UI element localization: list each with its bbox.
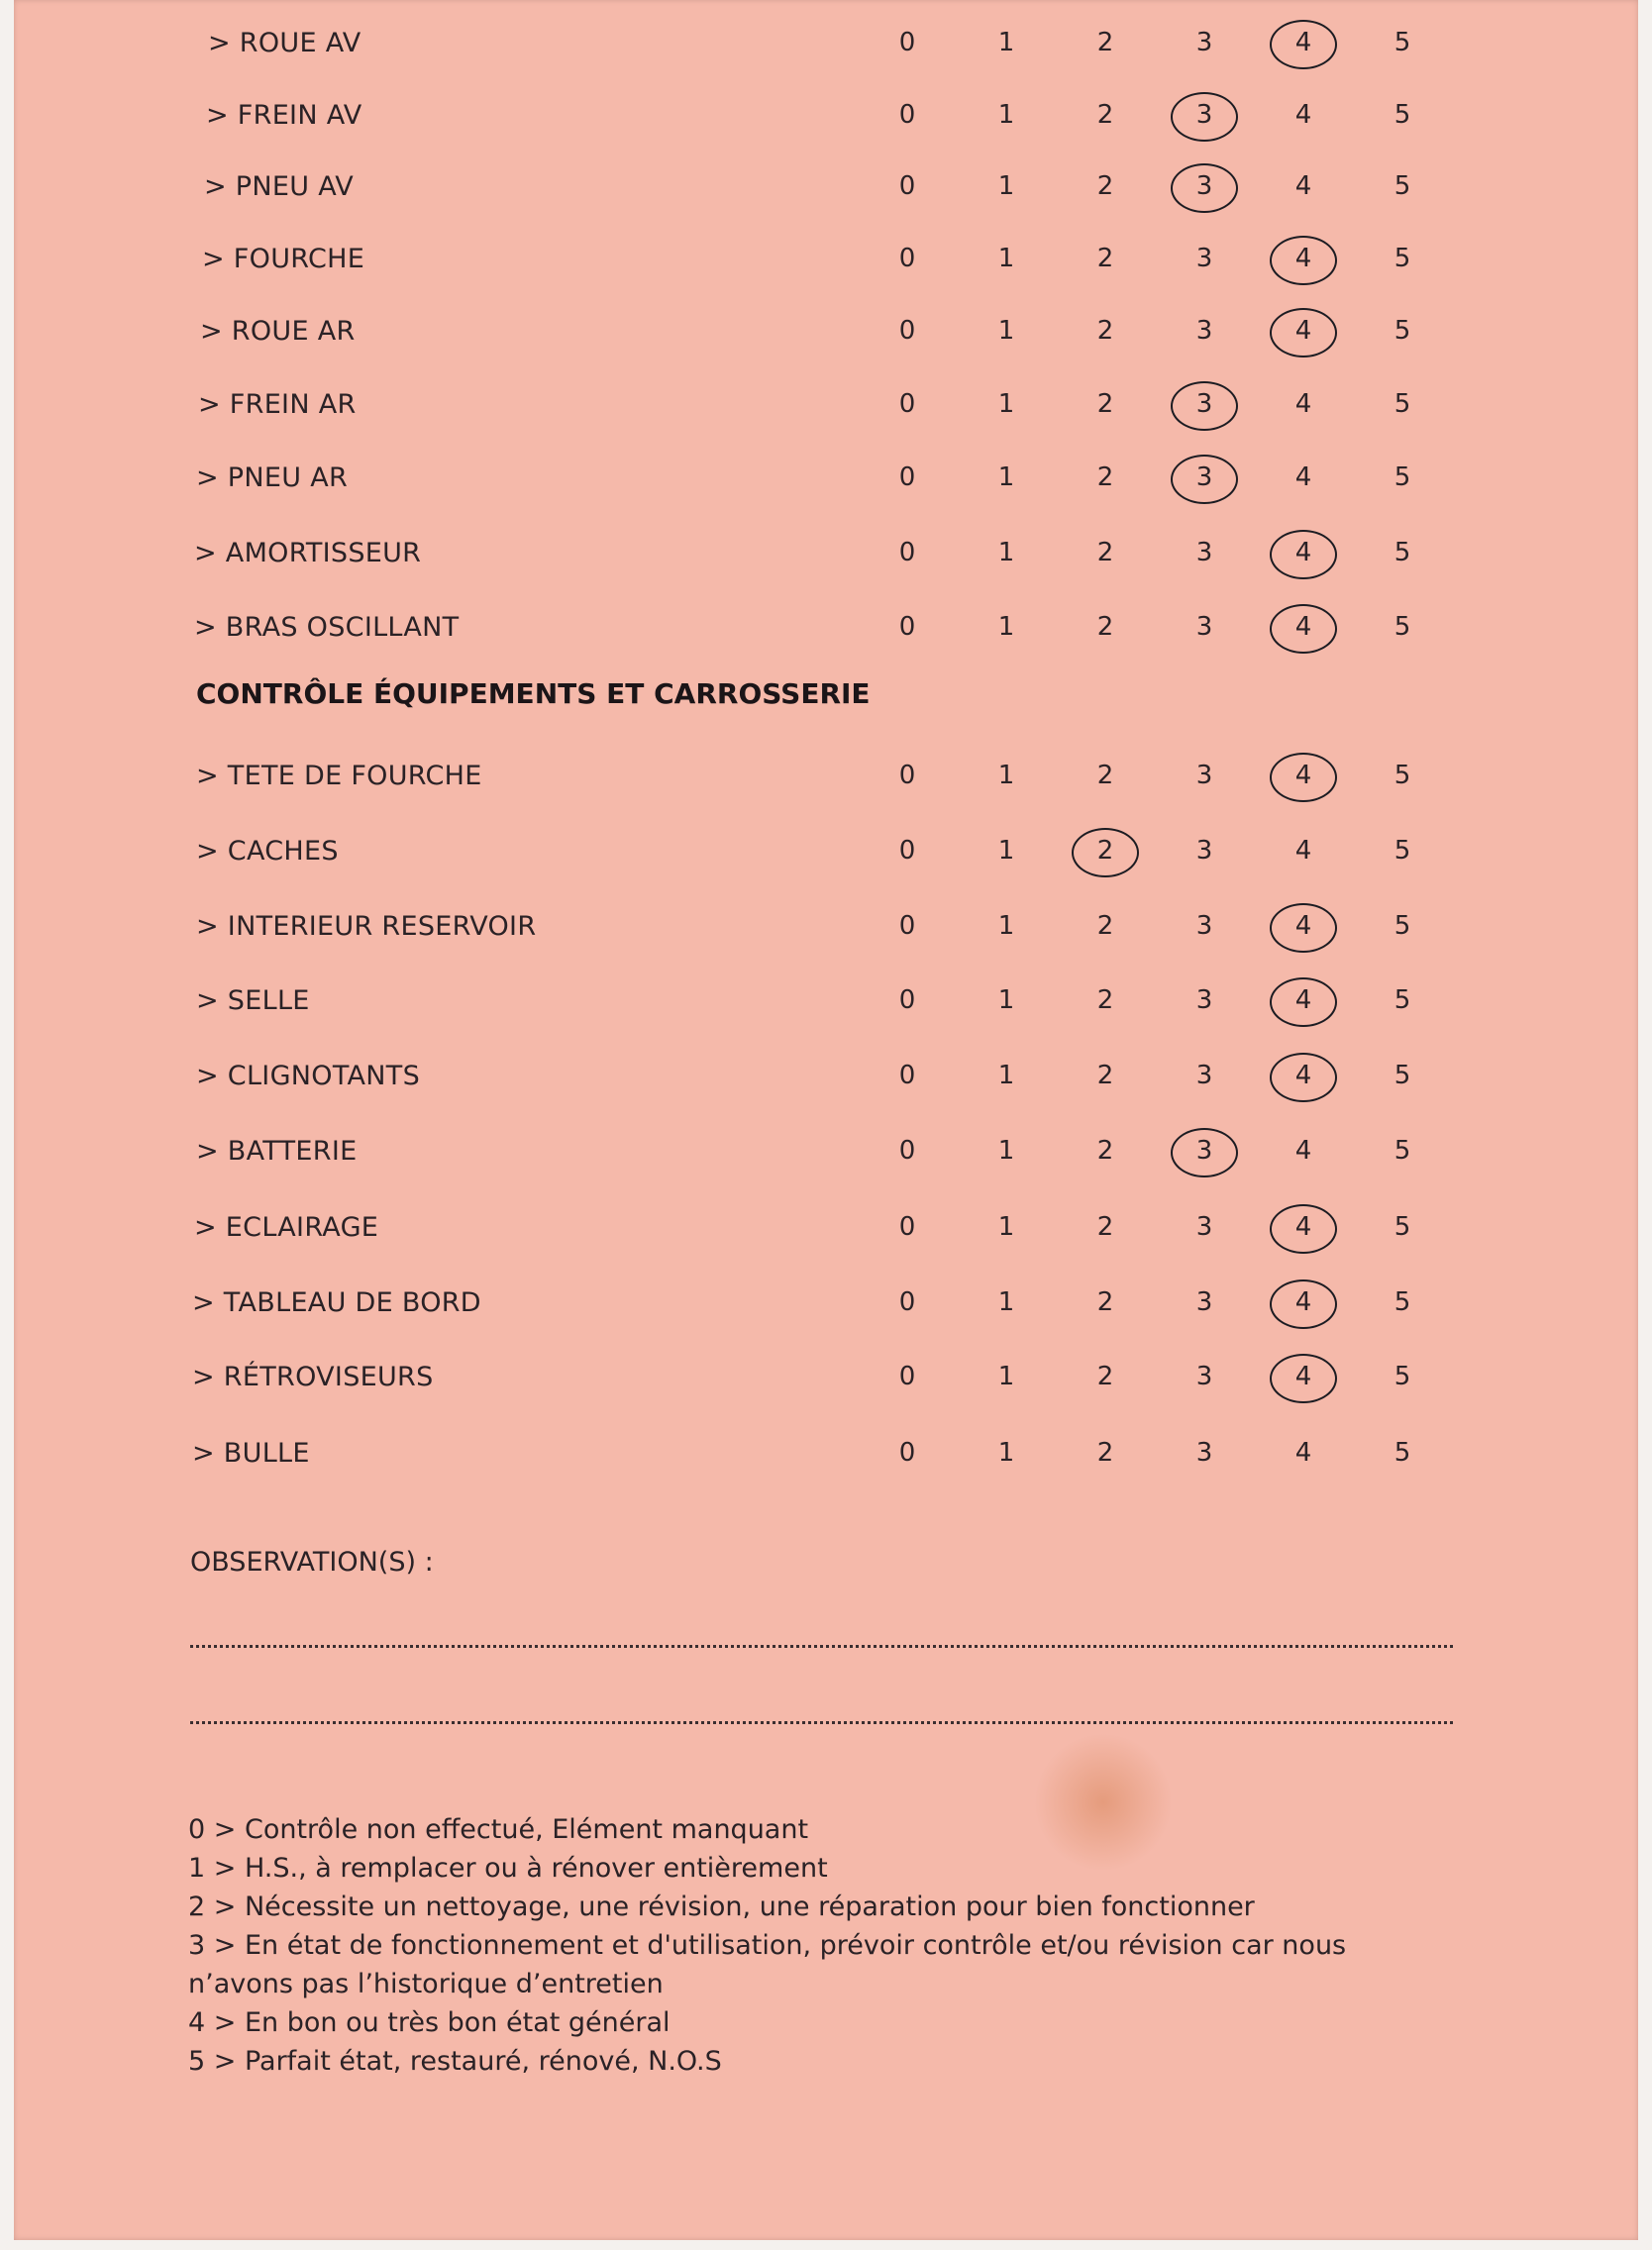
score-option: 1 (997, 316, 1015, 346)
legend-line: 2 > Nécessite un nettoyage, une révision, une réparation pour bien fonctionner (188, 1892, 1255, 1922)
score-option-circled: 4 (1284, 612, 1323, 642)
score-option: 0 (898, 316, 916, 346)
score-option: 2 (1096, 171, 1114, 201)
score-option: 5 (1394, 1287, 1411, 1317)
score-option: 0 (898, 911, 916, 941)
score-option: 3 (1195, 1287, 1213, 1317)
score-option-circled: 4 (1284, 538, 1323, 567)
checklist-row (14, 1432, 1638, 1472)
score-option: 2 (1096, 1362, 1114, 1391)
score-option: 1 (997, 985, 1015, 1015)
row-label: > AMORTISSEUR (194, 538, 422, 568)
row-label: > INTERIEUR RESERVOIR (196, 911, 537, 942)
row-label: > CACHES (196, 836, 339, 867)
observation-line-2 (190, 1721, 1453, 1724)
score-option: 3 (1195, 985, 1213, 1015)
checklist-row (14, 1281, 1638, 1321)
score-option: 3 (1195, 1438, 1213, 1468)
score-option: 1 (997, 28, 1015, 57)
score-option-circled: 4 (1284, 316, 1323, 346)
score-option: 1 (997, 612, 1015, 642)
score-option: 1 (997, 836, 1015, 866)
score-option: 0 (898, 612, 916, 642)
score-option-circled: 3 (1185, 100, 1224, 130)
score-option-circled: 4 (1284, 244, 1323, 273)
score-option: 0 (898, 1061, 916, 1090)
row-label: > BRAS OSCILLANT (194, 612, 460, 643)
score-option: 0 (898, 1287, 916, 1317)
score-option: 2 (1096, 1212, 1114, 1242)
score-option: 0 (898, 462, 916, 492)
legend-line: 3 > En état de fonctionnement et d'utilisation, prévoir contrôle et/ou révision car nous (188, 1930, 1347, 1961)
row-label: > ROUE AR (200, 316, 356, 347)
score-option: 5 (1394, 1212, 1411, 1242)
score-option: 5 (1394, 462, 1411, 492)
legend-line: 5 > Parfait état, restauré, rénové, N.O.S (188, 2046, 722, 2077)
score-option: 4 (1294, 171, 1312, 201)
observation-label: OBSERVATION(S) : (190, 1547, 434, 1578)
score-option: 2 (1096, 462, 1114, 492)
legend-line: 0 > Contrôle non effectué, Elément manquant (188, 1814, 809, 1845)
score-option: 2 (1096, 612, 1114, 642)
score-option: 2 (1096, 1061, 1114, 1090)
score-option: 0 (898, 28, 916, 57)
row-label: > FREIN AV (206, 100, 362, 131)
score-option-circled: 3 (1185, 462, 1224, 492)
row-label: > BATTERIE (196, 1136, 358, 1167)
score-option-circled: 4 (1284, 985, 1323, 1015)
checklist-row (14, 165, 1638, 205)
row-label: > CLIGNOTANTS (196, 1061, 421, 1091)
checklist-row (14, 383, 1638, 423)
row-label: > RÉTROVISEURS (192, 1362, 434, 1392)
score-option: 4 (1294, 462, 1312, 492)
score-option: 4 (1294, 389, 1312, 419)
score-option: 0 (898, 100, 916, 130)
row-label: > FREIN AR (198, 389, 357, 420)
score-option: 1 (997, 1212, 1015, 1242)
score-option: 5 (1394, 911, 1411, 941)
score-option: 5 (1394, 171, 1411, 201)
row-label: > ECLAIRAGE (194, 1212, 379, 1243)
checklist-row (14, 905, 1638, 945)
score-option: 1 (997, 1287, 1015, 1317)
checklist-row (14, 606, 1638, 646)
score-option-circled: 4 (1284, 1061, 1323, 1090)
score-option: 3 (1195, 612, 1213, 642)
score-option: 0 (898, 538, 916, 567)
checklist-row (14, 94, 1638, 134)
score-option: 2 (1096, 1438, 1114, 1468)
score-option: 2 (1096, 911, 1114, 941)
row-label: > TABLEAU DE BORD (192, 1287, 481, 1318)
row-label: > TETE DE FOURCHE (196, 761, 482, 791)
score-option: 1 (997, 244, 1015, 273)
score-option: 4 (1294, 836, 1312, 866)
score-option: 3 (1195, 316, 1213, 346)
score-option: 1 (997, 1136, 1015, 1166)
score-option: 2 (1096, 316, 1114, 346)
score-option: 1 (997, 1061, 1015, 1090)
score-option: 3 (1195, 1362, 1213, 1391)
score-option: 3 (1195, 1212, 1213, 1242)
score-option-circled: 4 (1284, 1212, 1323, 1242)
score-option: 1 (997, 462, 1015, 492)
score-option: 0 (898, 171, 916, 201)
score-option-circled: 3 (1185, 389, 1224, 419)
checklist-row (14, 532, 1638, 571)
score-option: 2 (1096, 538, 1114, 567)
score-option: 5 (1394, 1438, 1411, 1468)
score-option: 4 (1294, 1438, 1312, 1468)
score-option-circled: 2 (1085, 836, 1125, 866)
checklist-sheet (14, 0, 1638, 2240)
score-option: 0 (898, 1136, 916, 1166)
score-option: 2 (1096, 28, 1114, 57)
checklist-row (14, 457, 1638, 496)
score-option: 5 (1394, 244, 1411, 273)
score-option: 0 (898, 1438, 916, 1468)
checklist-row (14, 830, 1638, 869)
score-option: 3 (1195, 1061, 1213, 1090)
checklist-row (14, 1206, 1638, 1246)
score-option: 5 (1394, 1136, 1411, 1166)
score-option: 1 (997, 1438, 1015, 1468)
score-option: 5 (1394, 985, 1411, 1015)
score-option: 1 (997, 1362, 1015, 1391)
score-option: 5 (1394, 538, 1411, 567)
legend-line: 1 > H.S., à remplacer ou à rénover entièrement (188, 1853, 828, 1884)
score-option: 3 (1195, 836, 1213, 866)
score-option: 5 (1394, 100, 1411, 130)
score-option: 0 (898, 836, 916, 866)
row-label: > ROUE AV (208, 28, 361, 58)
score-option: 3 (1195, 28, 1213, 57)
score-option: 5 (1394, 1061, 1411, 1090)
checklist-row (14, 1356, 1638, 1395)
checklist-row (14, 979, 1638, 1019)
score-option: 0 (898, 244, 916, 273)
score-option: 2 (1096, 100, 1114, 130)
score-option-circled: 4 (1284, 761, 1323, 790)
checklist-row (14, 1130, 1638, 1170)
score-option: 1 (997, 171, 1015, 201)
row-label: > FOURCHE (202, 244, 365, 274)
row-label: > SELLE (196, 985, 310, 1016)
score-option: 2 (1096, 1287, 1114, 1317)
score-option: 5 (1394, 1362, 1411, 1391)
score-option: 3 (1195, 538, 1213, 567)
checklist-row (14, 755, 1638, 794)
score-option: 1 (997, 538, 1015, 567)
score-option-circled: 4 (1284, 911, 1323, 941)
score-option: 0 (898, 1212, 916, 1242)
score-option: 5 (1394, 389, 1411, 419)
row-label: > PNEU AV (204, 171, 355, 202)
score-option: 2 (1096, 761, 1114, 790)
score-option: 0 (898, 985, 916, 1015)
score-option: 3 (1195, 761, 1213, 790)
rating-legend (188, 1810, 1466, 2081)
section-title: CONTRÔLE ÉQUIPEMENTS ET CARROSSERIE (196, 677, 871, 710)
score-option-circled: 3 (1185, 171, 1224, 201)
score-option-circled: 4 (1284, 28, 1323, 57)
score-option: 5 (1394, 28, 1411, 57)
score-option: 0 (898, 1362, 916, 1391)
row-label: > PNEU AR (196, 462, 349, 493)
score-option: 4 (1294, 100, 1312, 130)
score-option: 2 (1096, 244, 1114, 273)
score-option-circled: 4 (1284, 1287, 1323, 1317)
row-label: > BULLE (192, 1438, 310, 1469)
score-option: 5 (1394, 316, 1411, 346)
score-option: 0 (898, 761, 916, 790)
checklist-row (14, 1055, 1638, 1094)
score-option: 5 (1394, 761, 1411, 790)
score-option: 5 (1394, 612, 1411, 642)
score-option: 3 (1195, 244, 1213, 273)
score-option-circled: 3 (1185, 1136, 1224, 1166)
checklist-row (14, 22, 1638, 61)
legend-line: n’avons pas l’historique d’entretien (188, 1969, 664, 1999)
score-option: 0 (898, 389, 916, 419)
observation-line-1 (190, 1645, 1453, 1648)
score-option: 2 (1096, 1136, 1114, 1166)
checklist-row (14, 310, 1638, 350)
score-option-circled: 4 (1284, 1362, 1323, 1391)
score-option: 1 (997, 389, 1015, 419)
legend-line: 4 > En bon ou très bon état général (188, 2007, 671, 2038)
score-option: 1 (997, 761, 1015, 790)
score-option: 4 (1294, 1136, 1312, 1166)
score-option: 5 (1394, 836, 1411, 866)
score-option: 1 (997, 911, 1015, 941)
score-option: 1 (997, 100, 1015, 130)
score-option: 2 (1096, 389, 1114, 419)
score-option: 3 (1195, 911, 1213, 941)
score-option: 2 (1096, 985, 1114, 1015)
checklist-row (14, 238, 1638, 277)
